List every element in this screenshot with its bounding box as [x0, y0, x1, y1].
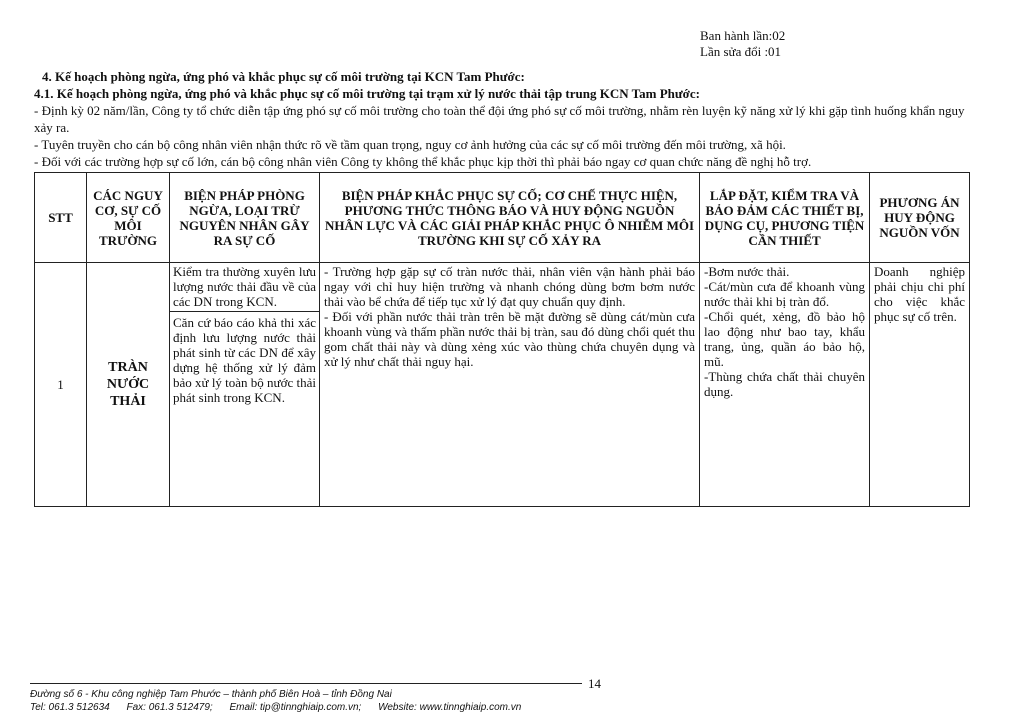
cell-stt: 1	[35, 263, 87, 507]
cell-risk: TRÀN NƯỚC THẢI	[87, 263, 170, 507]
header-funding: PHƯƠNG ÁN HUY ĐỘNG NGUỒN VỐN	[870, 173, 970, 263]
header-equipment: LẮP ĐẶT, KIỂM TRA VÀ BẢO ĐẢM CÁC THIẾT BỊ, DỤNG CỤ, PHƯƠNG TIỆN CẦN THIẾT	[700, 173, 870, 263]
cell-prevention	[170, 263, 320, 507]
document-body	[34, 68, 969, 507]
paragraph-support: - Đối với các trường hợp sự cố lớn, cán bộ công nhân viên Công ty không thể khắc phục kịp thời thì phải báo ngay cơ quan chức năng đề nghị hỗ trợ.	[34, 154, 812, 169]
equipment-item-1: -Bơm nước thải.	[704, 264, 790, 279]
table-row	[35, 263, 970, 507]
remedy-item-2: - Đối với phần nước thải tràn trên bề mặt đường sẽ dùng cát/mùn cưa khoanh vùng và thấm phần nước thải bị tràn, sau đó dùng chổi quét thu gom chất thải này và dùng xẻng xúc vào thùng chứa chuyên dụng và xử lý như chất thải nguy hại.	[324, 309, 695, 369]
footer-email[interactable]: Email: tip@tinnghiaip.com.vn;	[229, 702, 362, 713]
equipment-item-3: -Chổi quét, xẻng, đồ bảo hộ lao động như bao tay, khẩu trang, ủng, quần áo bảo hộ, mũ.	[704, 309, 865, 369]
header-stt: STT	[35, 173, 87, 263]
equipment-item-2: -Cát/mùn cưa để khoanh vùng nước thải khi bị tràn đổ.	[704, 279, 865, 309]
revision-issue: Ban hành lần:02	[700, 28, 786, 43]
prevention-item-2: Căn cứ báo cáo khả thi xác định lưu lượng nước thải phát sinh từ các DN để xây dựng hệ thống xử lý đảm bảo xử lý toàn bộ nước thải phát sinh trong KCN.	[173, 315, 316, 405]
page-number: 14	[588, 676, 601, 691]
equipment-item-4: -Thùng chứa chất thải chuyên dụng.	[704, 369, 865, 399]
revision-info	[700, 28, 785, 60]
remedy-item-1: - Trường hợp gặp sự cố tràn nước thải, nhân viên vận hành phải báo ngay với chỉ huy hiện trường và nhanh chóng dùng bơm bơm nước thải vào bể chứa để tiếp tục xử lý đạt quy chuẩn quy định.	[324, 264, 695, 309]
header-risk: CÁC NGUY CƠ, SỰ CỐ MÔI TRƯỜNG	[87, 173, 170, 263]
footer	[30, 688, 630, 714]
section-heading: 4. Kế hoạch phòng ngừa, ứng phó và khắc phục sự cố môi trường tại KCN Tam Phước:	[42, 69, 525, 84]
revision-edit: Lần sửa đổi :01	[700, 44, 782, 59]
footer-website[interactable]: Website: www.tinnghiaip.com.vn	[378, 702, 522, 713]
footer-divider	[30, 683, 582, 684]
prevention-item-1: Kiểm tra thường xuyên lưu lượng nước thải đầu về của các DN trong KCN.	[170, 264, 319, 312]
footer-contacts	[30, 701, 630, 714]
paragraph-awareness: - Tuyên truyền cho cán bộ công nhân viên nhận thức rõ về tầm quan trọng, nguy cơ ảnh hưởng của các sự cố môi trường đến môi trường, xã hội.	[34, 137, 786, 152]
table-header-row	[35, 173, 970, 263]
incident-plan-table	[34, 172, 970, 507]
header-remedy: BIỆN PHÁP KHẮC PHỤC SỰ CỐ; CƠ CHẾ THỰC HIỆN, PHƯƠNG THỨC THÔNG BÁO VÀ HUY ĐỘNG NGUỒN NHÂN LỰC VÀ CÁC GIẢI PHÁP KHẮC PHỤC Ô NHIỄM MÔI TRƯỜNG KHI SỰ CỐ XẢY RA	[320, 173, 700, 263]
footer-fax: Fax: 061.3 512479;	[126, 702, 213, 713]
paragraph-drill: - Định kỳ 02 năm/lần, Công ty tổ chức diễn tập ứng phó sự cố môi trường cho toàn thể đội ứng phó sự cố môi trường, nhằm rèn luyện kỹ năng xử lý khi gặp tình huống khẩn nguy xảy ra.	[34, 103, 965, 135]
cell-remedy	[320, 263, 700, 507]
subsection-heading: 4.1. Kế hoạch phòng ngừa, ứng phó và khắc phục sự cố môi trường tại trạm xử lý nước thải tập trung KCN Tam Phước:	[34, 86, 700, 101]
footer-address: Đường số 6 - Khu công nghiệp Tam Phước – thành phố Biên Hoà – tỉnh Đồng Nai	[30, 689, 392, 700]
cell-equipment	[700, 263, 870, 507]
footer-tel: Tel: 061.3 512634	[30, 702, 110, 713]
header-prevention: BIỆN PHÁP PHÒNG NGỪA, LOẠI TRỪ NGUYÊN NHÂN GÂY RA SỰ CỐ	[170, 173, 320, 263]
cell-funding: Doanh nghiệp phải chịu chi phí cho việc khắc phục sự cố trên.	[870, 263, 970, 507]
